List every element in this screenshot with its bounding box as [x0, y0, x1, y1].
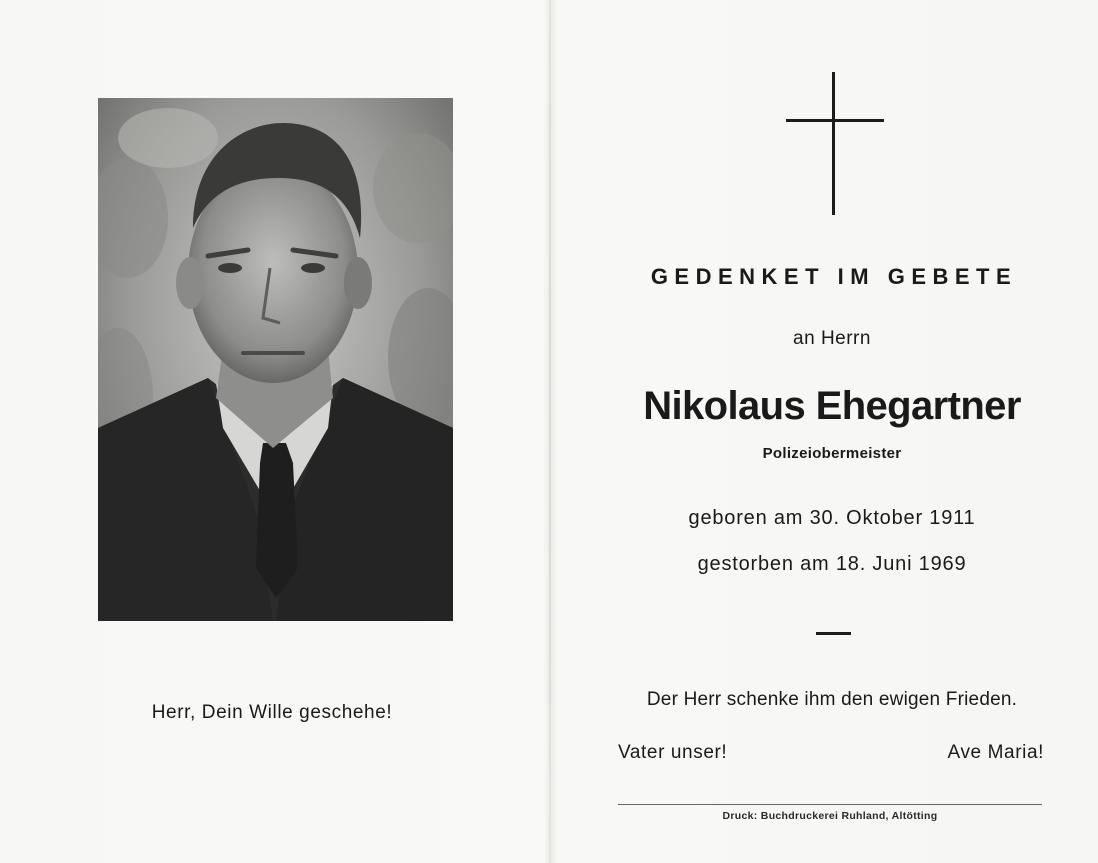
portrait-photo: [98, 98, 453, 621]
footer-rule: [618, 804, 1042, 805]
cross-horizontal-bar: [786, 119, 884, 122]
motto-text: Herr, Dein Wille geschehe!: [151, 702, 393, 723]
death-date: gestorben am 18. Juni 1969: [697, 553, 967, 575]
portrait-image: [98, 98, 453, 621]
card-fold: [549, 0, 551, 863]
prayer-line: Der Herr schenke ihm den ewigen Frieden.: [646, 689, 1018, 710]
salutation: an Herrn: [793, 328, 871, 349]
birth-date: geboren am 30. Oktober 1911: [688, 507, 976, 529]
latin-cross-icon: [786, 72, 884, 215]
deceased-name: Nikolaus Ehegartner: [643, 384, 1021, 428]
deceased-title: Polizeiobermeister: [762, 445, 902, 462]
prayer-hail-mary: Ave Maria!: [947, 742, 1044, 763]
divider-dash: [816, 632, 851, 635]
card-heading: GEDENKET IM GEBETE: [650, 264, 1018, 289]
cross-vertical-bar: [832, 72, 835, 215]
printer-credit: Druck: Buchdruckerei Ruhland, Altötting: [722, 810, 938, 822]
prayer-our-father: Vater unser!: [618, 742, 728, 763]
prayer-row: [618, 742, 1044, 764]
